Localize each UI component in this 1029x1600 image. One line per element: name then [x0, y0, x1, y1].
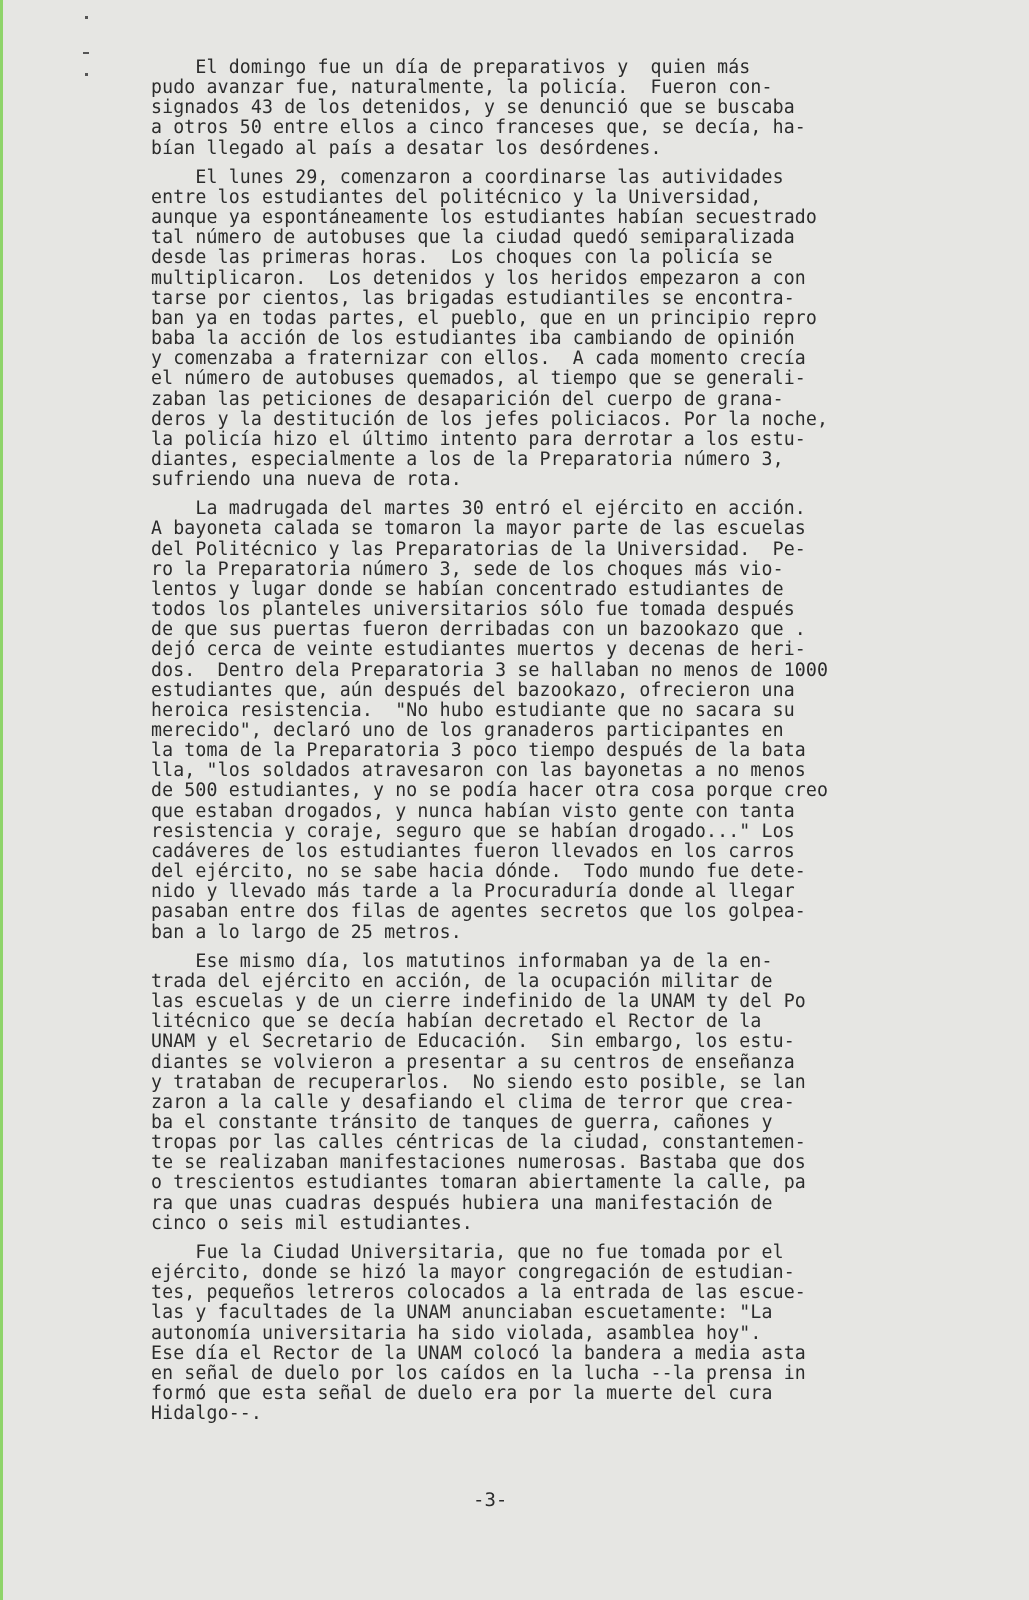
text-line: diantes, especialmente a los de la Preparatoria número 3,	[151, 448, 784, 470]
text-line: litécnico que se decía habían decretado el Rector de la	[151, 1011, 762, 1033]
text-line: zaban las peticiones de desaparición del cuerpo de granа-	[151, 388, 784, 410]
text-line: las escuelas y de un cierre indefinido de la UNAM ty del Po	[151, 991, 806, 1013]
text-line: bían llegado al país a desatar los desórdenes.	[151, 137, 662, 159]
text-line: deros y la destitución de los jefes policiacos. Por la noche,	[151, 408, 829, 430]
text-line: que estaban drogados, y nunca habían visto gente con tanta	[151, 800, 795, 822]
text-line: pasaban entre dos filas de agentes secretos que los golpea-	[151, 901, 806, 923]
margin-mark	[85, 16, 88, 19]
text-line: dos. Dentro dela Preparatoria 3 se hallaban no menos de 1000	[151, 659, 829, 681]
typed-text-body	[151, 58, 921, 1433]
text-line: baba la acción de los estudiantes iba cambiando de opinión	[151, 328, 795, 350]
text-line: entre los estudiantes del politécnico y la Universidad,	[151, 186, 762, 208]
text-line: resistencia y coraje, seguro que se habían drogado..." Los	[151, 820, 795, 842]
text-line: A bayoneta calada se tomaron la mayor parte de las escuelas	[151, 518, 806, 540]
text-line: tes, pequeños letreros colocados a la entrada de las escue-	[151, 1282, 806, 1304]
text-line: aunque ya espontáneamente los estudiantes habían secuestrado	[151, 207, 817, 229]
text-line: multiplicaron. Los detenidos y los heridos empezaron a con	[151, 267, 806, 289]
text-line: del Politécnico y las Preparatorias de la Universidad. Pe-	[151, 538, 806, 560]
text-line: ban a lo largo de 25 metros.	[151, 921, 462, 943]
margin-mark	[85, 73, 88, 76]
text-line: cadáveres de los estudiantes fueron llevados en los carros	[151, 840, 795, 862]
text-line: tarse por cientos, las brigadas estudiantiles se encontra-	[151, 287, 795, 309]
text-line: dejó cerca de veinte estudiantes muertos y decenas de heri-	[151, 639, 806, 661]
text-line: signados 43 de los detenidos, y se denunció que se buscaba	[151, 97, 795, 119]
text-line: ban ya en todas partes, el pueblo, que en un principio repro	[151, 307, 817, 329]
text-line: la policía hizo el último intento para derrotar a los estu-	[151, 428, 806, 450]
text-line: El lunes 29, comenzaron a coordinarse las autividades	[151, 166, 784, 188]
text-line: el número de autobuses quemados, al tiempo que se generali-	[151, 368, 806, 390]
paragraph	[151, 952, 921, 1234]
text-line: Ese día el Rector de la UNAM colocó la bandera a media asta	[151, 1342, 806, 1364]
text-line: merecido", declaró uno de los granaderos participantes en	[151, 720, 784, 741]
text-line: pudo avanzar fue, naturalmente, la policía. Fueron con-	[151, 77, 773, 99]
text-line: cinco o seis mil estudiantes.	[151, 1212, 473, 1234]
text-line: la toma de la Preparatoria 3 poco tiempo después de la bata	[151, 740, 806, 762]
text-line: trada del ejército en acción, de la ocupación militar de	[151, 970, 773, 992]
text-line: y comenzaba a fraternizar con ellos. A cada momento crecía	[151, 348, 806, 370]
text-line: en señal de duelo por los caídos en la lucha --la prensa in	[151, 1362, 806, 1384]
margin-mark	[83, 52, 89, 54]
text-line: lla, "los soldados atravesaron con las bayonetas a no menos	[151, 760, 806, 782]
text-line: estudiantes que, aún después del bazookazo, ofrecieron una	[151, 679, 795, 701]
text-line: de 500 estudiantes, y no se podía hacer otra cosa porque creo	[151, 780, 829, 802]
text-line: las y facultades de la UNAM anunciaban escuetamente: "La	[151, 1302, 773, 1324]
text-line: UNAM y el Secretario de Educación. Sin embargo, los estu-	[151, 1031, 795, 1053]
text-line: ro la Preparatoria número 3, sede de los choques más vio-	[151, 558, 784, 580]
text-line: de que sus puertas fueron derribadas con un bazookazo que .	[151, 619, 806, 641]
text-line: nido y llevado más tarde a la Procuraduría donde al llegar	[151, 881, 795, 903]
text-line: del ejército, no se sabe hacia dónde. Todo mundo fue dete-	[151, 861, 806, 883]
text-line: El domingo fue un día de preparativos y quien más	[151, 57, 751, 78]
text-line: lentos y lugar donde se habían concentrado estudiantes de	[151, 578, 784, 600]
text-line: ba el constante tránsito de tanques de guerra, cañones y	[151, 1111, 773, 1133]
text-line: o trescientos estudiantes tomaran abiertamente la calle, pa	[151, 1172, 806, 1194]
text-line: autonomía universitaria ha sido violada, asamblea hoy".	[151, 1322, 762, 1344]
text-line: todos los planteles universitarios sólo fue tomada después	[151, 599, 795, 621]
text-line: Ese mismo día, los matutinos informaban ya de la en-	[151, 950, 773, 972]
text-line: te se realizaban manifestaciones numerosas. Bastaba que dos	[151, 1152, 806, 1174]
paragraph	[151, 499, 921, 942]
text-line: Fue la Ciudad Universitaria, que no fue tomada por el	[151, 1241, 784, 1263]
text-line: tropas por las calles céntricas de la ciudad, constantemen-	[151, 1132, 806, 1154]
text-line: desde las primeras horas. Los choques con la policía se	[151, 247, 773, 269]
page-number: -3-	[473, 1489, 508, 1511]
text-line: zaron a la calle y desafiando el clima de terror que crea-	[151, 1091, 795, 1113]
text-line: a otros 50 entre ellos a cinco franceses que, se decía, ha-	[151, 117, 806, 139]
text-line: Hidalgo--.	[151, 1403, 262, 1425]
text-line: formó que esta señal de duelo era por la muerte del cura	[151, 1383, 773, 1404]
text-line: sufriendo una nueva de rota.	[151, 469, 462, 491]
text-line: ejército, donde se hizó la mayor congregación de estudian-	[151, 1262, 795, 1284]
text-line: y trataban de recuperarlos. No siendo esto posible, se lan	[151, 1071, 806, 1093]
paragraph	[151, 1243, 921, 1424]
text-line: diantes se volvieron a presentar a su centros de enseñanza	[151, 1051, 795, 1073]
paragraph	[151, 168, 921, 491]
text-line: La madrugada del martes 30 entró el ejército en acción.	[151, 498, 806, 520]
text-line: tal número de autobuses que la ciudad quedó semiparalizada	[151, 227, 795, 249]
text-line: ra que unas cuadras después hubiera una manifestación de	[151, 1192, 773, 1214]
paragraph	[151, 58, 921, 159]
text-line: heroica resistencia. "No hubo estudiante que no sacara su	[151, 699, 795, 721]
